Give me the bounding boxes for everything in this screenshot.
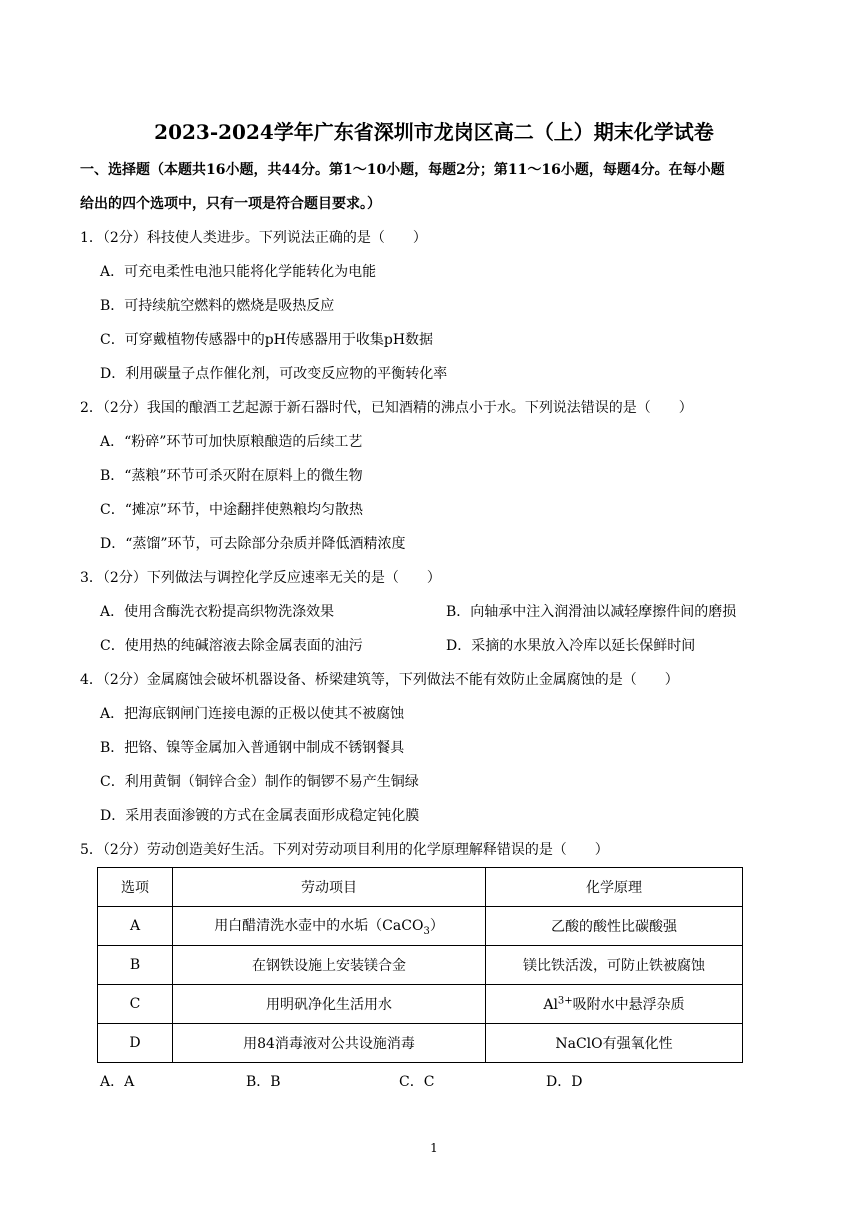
table-cell-option: B	[98, 946, 173, 985]
question-4-option-c: C．利用黄铜（铜锌合金）制作的铜锣不易产生铜绿	[100, 774, 419, 790]
question-4-option-b: B．把铬、镍等金属加入普通钢中制成不锈钢餐具	[100, 740, 405, 756]
table-header-labor-item: 劳动项目	[173, 868, 486, 907]
question-2-option-b: B．“蒸粮”环节可杀灭附在原料上的微生物	[100, 468, 363, 484]
question-5-option-c: C．C	[399, 1074, 435, 1090]
table-cell-labor-item: 用84消毒液对公共设施消毒	[173, 1024, 486, 1063]
question-3-option-a: A．使用含酶洗衣粉提高织物洗涤效果	[100, 604, 335, 620]
table-cell-option: C	[98, 985, 173, 1024]
table-row	[98, 985, 743, 1024]
question-1-option-b: B．可持续航空燃料的燃烧是吸热反应	[100, 298, 335, 314]
question-2-stem: 2．（2分）我国的酿酒工艺起源于新石器时代，已知酒精的沸点小于水。下列说法错误的是（ ）	[80, 400, 693, 416]
table-cell-labor-item: 用明矾净化生活用水	[173, 985, 486, 1024]
table-cell-principle: 镁比铁活泼，可防止铁被腐蚀	[486, 946, 743, 985]
question-4-option-a: A．把海底钢闸门连接电源的正极以使其不被腐蚀	[100, 706, 405, 722]
question-5-option-a: A．A	[100, 1074, 135, 1090]
table-cell-principle: 乙酸的酸性比碳酸强	[486, 907, 743, 946]
question-1-option-c: C．可穿戴植物传感器中的pH传感器用于收集pH数据	[100, 332, 434, 348]
table-row	[98, 907, 743, 946]
question-5-option-b: B．B	[246, 1074, 281, 1090]
question-3-option-c: C．使用热的纯碱溶液去除金属表面的油污	[100, 638, 363, 654]
question-5-option-d: D．D	[546, 1074, 583, 1090]
table-cell-labor-item: 用白醋清洗水壶中的水垢（CaCO$_3$）	[173, 907, 486, 946]
question-3-stem: 3．（2分）下列做法与调控化学反应速率无关的是（ ）	[80, 570, 441, 586]
question-2-option-c: C．“摊凉”环节，中途翻拌使熟粮均匀散热	[100, 502, 364, 518]
section-instructions-line1: 一、选择题（本题共16小题，共44分。第1～10小题，每题2分；第11～16小题，每题4分。在每小题	[80, 162, 725, 178]
question-1-option-d: D．利用碳量子点作催化剂，可改变反应物的平衡转化率	[100, 366, 448, 382]
question-2-option-a: A．“粉碎”环节可加快原粮酿造的后续工艺	[100, 434, 363, 450]
table-header-option: 选项	[98, 868, 173, 907]
page-title: 2023-2024学年广东省深圳市龙岗区高二（上）期末化学试卷	[154, 120, 714, 144]
table-cell-labor-item: 在钢铁设施上安装镁合金	[173, 946, 486, 985]
labor-chemistry-table	[97, 867, 743, 1063]
table-cell-option: D	[98, 1024, 173, 1063]
page-number: 1	[430, 1141, 438, 1155]
question-4-stem: 4．（2分）金属腐蚀会破坏机器设备、桥梁建筑等，下列做法不能有效防止金属腐蚀的是（ ）	[80, 672, 679, 688]
question-3-option-d: D．采摘的水果放入冷库以延长保鲜时间	[446, 638, 696, 654]
question-1-stem: 1．（2分）科技使人类进步。下列说法正确的是（ ）	[80, 230, 427, 246]
table-row	[98, 1024, 743, 1063]
table-header-principle: 化学原理	[486, 868, 743, 907]
table-cell-principle: $Al^{3+}$吸附水中悬浮杂质	[486, 985, 743, 1024]
table-row	[98, 946, 743, 985]
section-instructions-line2: 给出的四个选项中，只有一项是符合题目要求。）	[80, 196, 381, 212]
question-4-option-d: D．采用表面渗镀的方式在金属表面形成稳定钝化膜	[100, 808, 420, 824]
table-header-row	[98, 868, 743, 907]
question-3-option-b: B．向轴承中注入润滑油以减轻摩擦件间的磨损	[446, 604, 737, 620]
question-5-stem: 5．（2分）劳动创造美好生活。下列对劳动项目利用的化学原理解释错误的是（ ）	[80, 842, 609, 858]
table-cell-option: A	[98, 907, 173, 946]
question-2-option-d: D．“蒸馏”环节，可去除部分杂质并降低酒精浓度	[100, 536, 406, 552]
table-cell-principle: NaClO有强氧化性	[486, 1024, 743, 1063]
question-1-option-a: A．可充电柔性电池只能将化学能转化为电能	[100, 264, 377, 280]
